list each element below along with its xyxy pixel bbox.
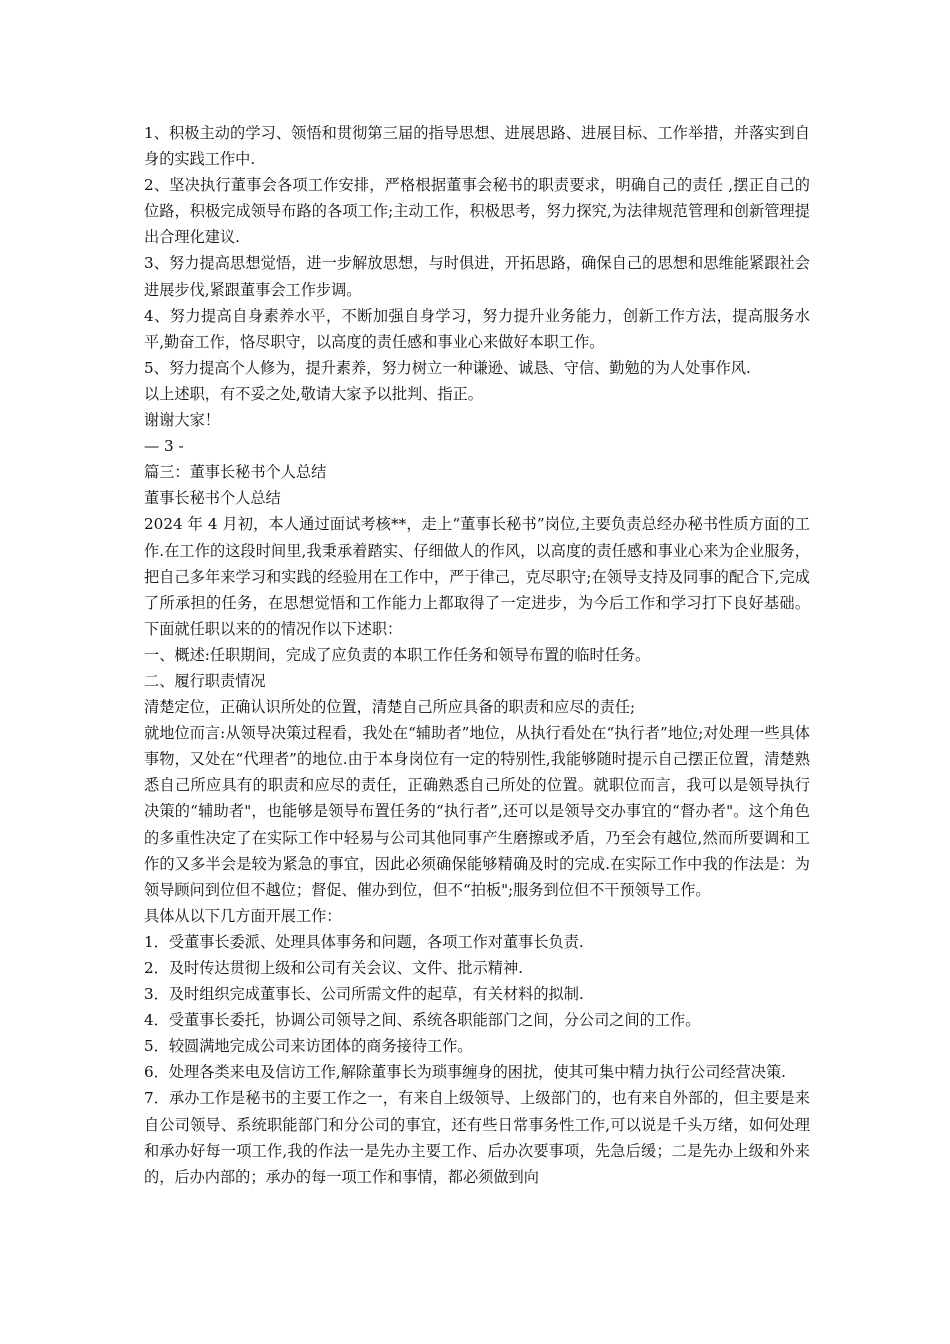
list-item-5: 5．较圆满地完成公司来访团体的商务接待工作。 xyxy=(144,1037,473,1056)
section-title: 董事长秘书个人总结 xyxy=(144,489,281,508)
paragraph-1: 1、积极主动的学习、领悟和贯彻第三届的指导思想、进展思路、进展目标、工作举措，并落实到自身的实践工作中. xyxy=(144,124,810,169)
list-item-6: 6．处理各类来电及信访工作,解除董事长为琐事缠身的困扰，使其可集中精力执行公司经营决策. xyxy=(144,1063,787,1082)
thanks-line: 谢谢大家！ xyxy=(144,411,220,430)
list-item-4: 4．受董事长委托，协调公司领导之间、系统各职能部门之间，分公司之间的工作。 xyxy=(144,1011,701,1030)
paragraph-2: 2、坚决执行董事会各项工作安排，严格根据董事会秘书的职责要求，明确自己的责任 ,摆正自己的位路，积极完成领导布路的各项工作;主动工作，积极思考，努力探究,为法律规范管理和创新管理提出合理化建议. xyxy=(144,176,810,247)
positioning-line: 清楚定位，正确认识所处的位置，清楚自己所应具备的职责和应尽的责任; xyxy=(144,698,636,717)
page-number: — 3 - xyxy=(144,437,184,456)
list-item-1: 1．受董事长委派、处理具体事务和问题，各项工作对董事长负责. xyxy=(144,932,584,951)
intro-paragraph: 2024 年 4 月初，本人通过面试考核**，走上“董事长秘书”岗位,主要负责总经办秘书性质方面的工作.在工作的这段时间里,我秉承着踏实、仔细做人的作风，以高度的责任感和事业心来为企业服务，把自己多年来学习和实践的经验用在工作中，严于律己，克尽职守;在领导支持及同事的配合下,完成了所承担的任务，在思想觉悟和工作能力上都取得了一定进步，为今后工作和学习打下良好基础。下面就任职以来的的情况作以下述职： xyxy=(144,515,810,638)
list-item-2: 2．及时传达贯彻上级和公司有关会议、文件、批示精神. xyxy=(144,959,523,977)
list-item-3: 3．及时组织完成董事长、公司所需文件的起草，有关材料的拟制. xyxy=(144,985,584,1004)
list-item-7: 7．承办工作是秘书的主要工作之一，有来自上级领导、上级部门的，也有来自外部的，但主要是来自公司领导、系统职能部门和分公司的事宜，还有些日常事务性工作,可以说是千头万绪，如何处理和承办好每一项工作,我的作法一是先办主要工作、后办次要事项，先急后缓；二是先办上级和外来的，后办内部的；承办的每一项工作和事情，都必须做到向 xyxy=(144,1089,810,1186)
paragraph-4: 4、努力提高自身素养水平，不断加强自身学习，努力提升业务能力，创新工作方法，提高服务水平,勤奋工作，恪尽职守，以高度的责任感和事业心来做好本职工作。 xyxy=(144,306,810,351)
overview-line: 一、概述:任职期间，完成了应负责的本职工作任务和领导布置的临时任务。 xyxy=(144,645,651,664)
work-areas-heading: 具体从以下几方面开展工作： xyxy=(144,906,342,925)
paragraph-5: 5、努力提高个人修为，提升素养，努力树立一种谦逊、诚恳、守信、勤勉的为人处事作风. xyxy=(144,358,751,377)
closing-remark: 以上述职，有不妥之处,敬请大家予以批判、指正。 xyxy=(144,384,483,403)
paragraph-3: 3、努力提高思想觉悟，进一步解放思想，与时俱进，开拓思路，确保自己的思想和思维能紧跟社会进展步伐,紧跟董事会工作步调。 xyxy=(144,254,810,299)
status-paragraph: 就地位而言:从领导决策过程看，我处在“辅助者”地位，从执行看处在“执行者”地位;对处理一些具体事物，又处在“代理者”的地位.由于本身岗位有一定的特别性,我能够随时提示自己摆正位置，清楚熟悉自己所应具有的职责和应尽的责任，正确熟悉自己所处的位置。就职位而言，我可以是领导执行决策的“辅助者"，也能够是领导布置任务的“执行者”,还可以是领导交办事宜的“督办者"。这个角色的多重性决定了在实际工作中轻易与公司其他同事产生磨擦或矛盾，乃至会有越位,然而所要调和工作的又多半会是较为紧急的事宜，因此必须确保能够精确及时的完成.在实际工作中我的作法是：为领导顾问到位但不越位；督促、催办到位，但不“拍板";服务到位但不干预领导工作。 xyxy=(144,724,810,899)
document-page xyxy=(144,120,810,1190)
duties-heading: 二、履行职责情况 xyxy=(144,671,266,690)
section-heading: 篇三：董事长秘书个人总结 xyxy=(144,463,327,482)
